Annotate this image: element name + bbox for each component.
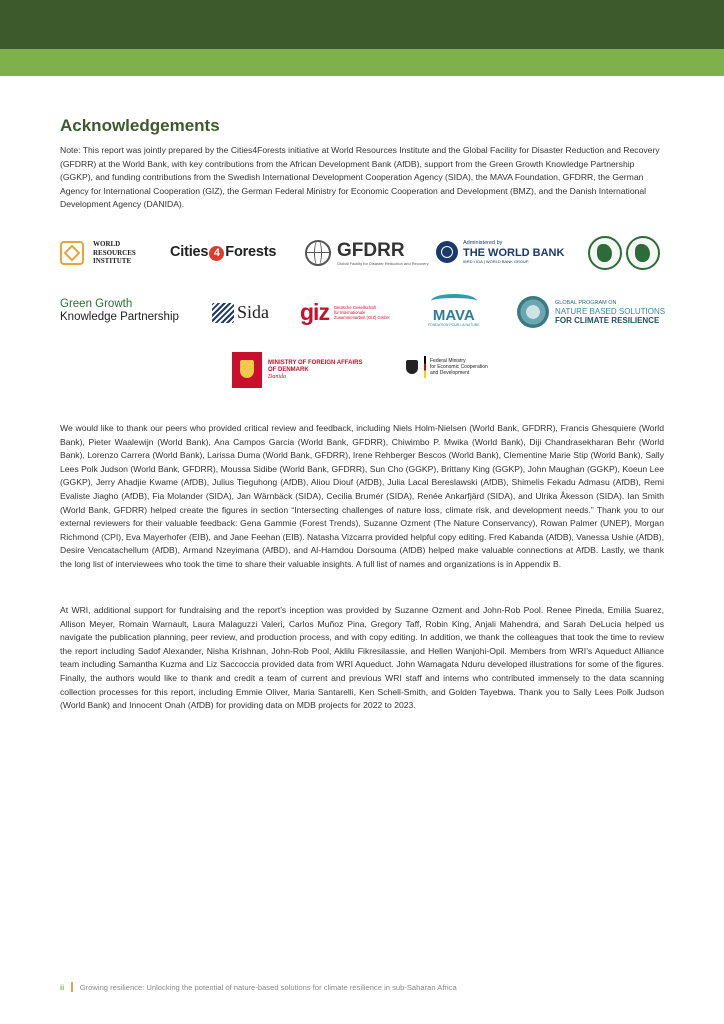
paragraph-peer-review: We would like to thank our peers who provided critical review and feedback, including Niels Holm-Nielsen (World Bank, GFDRR), Francis Ghesquiere (World Bank), Pieter Waalewijn (World Bank), Ana Campos Garcia (World Bank, GFDRR), Chiwimbo P. Mwika (World Bank), Diji Chandrasekharan Behr (World Bank), Lorenzo Carrera (World Bank), Larissa Duma (World Bank, GFDRR), Irene Rehberger Bescos (World Bank), Clementine Marie Stip (World Bank), Sally Lees Polk Judson (World Bank, GFDRR), Moussa Sidibe (World Bank, GFDRR), Sun Cho (GGKP), Brittany King (GGKP), John Maughan (GGKP), Koeun Lee (GGKP), Jerry Ahadjie Kwame (AfDB), Julius Tieguhong (AfDB), Aliou Diouf (AfDB), Julia Lacal Bereslawski (AfDB), Shimelis Fekadu Admasu (AfDB), Remi Evaliste Jiagho (AfDB), Fia Molander (SIDA), Jan Wärnbäck (SIDA), Cecilia Brumér (SIDA), Renée Ankarfjärd (SIDA), and Ulrika Åkesson (SIDA). Ian Smith (World Bank, GFDRR) helped create the figures in section “Intersecting challenges of nature loss, climate risk, and development needs.” Thank you to our external reviewers for their valuable feedback: Gena Gammie (Forest Trends), Suzanne Ozment (The Nature Conservancy), Rowan Palmer (UNEP), Morgan Richmond (CPI), Eva Mayerhofer (EIB), and Jane Feehan (EIB). Natasha Vizcarra provided helpful copy editing. Fred Kabanda (AfDB), Vanessa Ushie (AfDB), Desire Vencatachellum (AfDB), Armand Nzeyimana (AfBD), and Al-Hamdou Dorsouma (AfDB) helped make valuable connections at AfDB. Lastly, we thank the long list of interviewees who took the time to share their valuable insights. A full list of names and organizations is in Appendix B.	[60, 423, 664, 569]
header-band-light	[0, 49, 724, 76]
cities4forests-text-b: Forests	[225, 244, 277, 260]
gfdrr-logo	[305, 240, 429, 266]
giz-subtitle: Deutsche Gesellschaft für Internationale Zusammenarbeit (GIZ) GmbH	[333, 305, 390, 320]
wri-mark-icon	[60, 241, 84, 265]
worldbank-logo	[436, 240, 564, 264]
page-footer	[60, 982, 457, 992]
afdb-seal-icon	[626, 236, 660, 270]
page-number: ii	[60, 982, 65, 992]
acknowledgement-note: Note: This report was jointly prepared by the Cities4Forests initiative at World Resources Institute and the Global Facility for Disaster Reduction and Recovery (GFDRR) at the World Bank, with key contributions from the African Development Bank (AfDB), support from the Green Growth Knowledge Partnership (GGKP), and funding contributions from the Swedish International Development Cooperation Agency (SIDA), the MAVA Foundation, GFDRR, the German Agency for International Cooperation (GIZ), the German Federal Ministry for Economic Cooperation and Development (BMZ), and the Danish International Development Agency (DANIDA).	[60, 145, 660, 210]
giz-name: giz	[300, 299, 329, 325]
afdb-seal-icon	[588, 236, 622, 270]
afdb-logos	[588, 236, 660, 270]
nbs-line1: GLOBAL PROGRAM ON	[555, 299, 617, 306]
denmark-danida-logo	[232, 352, 362, 388]
page-title: Acknowledgements	[60, 116, 220, 135]
worldbank-globe-icon	[436, 241, 458, 263]
bmz-text: Federal Ministry for Economic Cooperation and Development	[430, 358, 488, 376]
sida-name: Sida	[237, 302, 270, 322]
worldbank-name: THE WORLD BANK	[463, 247, 565, 259]
worldbank-admin: Administered by	[463, 240, 503, 246]
bmz-logo	[406, 356, 488, 378]
header-band-dark	[0, 0, 724, 49]
denmark-line1: MINISTRY OF FOREIGN AFFAIRS	[268, 359, 363, 366]
globe-icon	[305, 240, 331, 266]
mava-wave-icon	[431, 294, 477, 308]
ggkp-logo	[60, 298, 179, 323]
wri-logo	[60, 240, 136, 266]
nbs-mark-icon	[517, 296, 549, 328]
mava-name: MAVA	[432, 307, 475, 324]
footer-divider	[71, 982, 73, 992]
sida-logo	[212, 302, 269, 323]
footer-report-title: Growing resilience: Unlocking the potential of nature-based solutions for climate resilience in sub-Saharan Africa	[79, 982, 457, 992]
ggkp-line2: Knowledge Partnership	[60, 310, 179, 323]
nbs-line2: NATURE BASED SOLUTIONS	[555, 306, 666, 316]
ggkp-line1: Green Growth	[60, 298, 133, 310]
denmark-crest-icon	[232, 352, 262, 388]
wri-logo-text: WORLD RESOURCES INSTITUTE	[93, 240, 136, 265]
german-flag-stripes	[424, 356, 426, 378]
worldbank-subtitle: IBRD • IDA | WORLD BANK GROUP	[463, 259, 529, 264]
nbs-program-logo	[517, 296, 665, 328]
gfdrr-name: GFDRR	[337, 239, 405, 261]
cities4forests-four: 4	[209, 246, 224, 261]
cities4forests-logo	[170, 244, 276, 261]
sida-mark-icon	[212, 303, 234, 323]
cities4forests-text-a: Cities	[170, 244, 209, 260]
mava-logo	[428, 294, 480, 327]
gfdrr-subtitle: Global Facility for Disaster Reduction and Recovery	[337, 260, 429, 266]
denmark-line3: Danida	[268, 373, 286, 380]
mava-subtitle: FONDATION POUR LA NATURE	[428, 323, 480, 327]
denmark-line2: OF DENMARK	[268, 366, 309, 373]
eagle-icon	[406, 360, 418, 374]
nbs-line3: FOR CLIMATE RESILIENCE	[555, 315, 660, 325]
paragraph-wri-support: At WRI, additional support for fundraising and the report’s inception was provided by Suzanne Ozment and John-Rob Pool. Renee Pineda, Emilia Suarez, Allison Meyer, Romain Warnault, Laura Malaguzzi Valeri, Carlos Muñoz Pina, Gregory Taff, Robin King, Anjali Mahendra, and Sarah DeLucia helped us navigate the publication planning, peer review, and production process, and with copy editing. In addition, we thank the colleagues that took the time to review the report including Sadof Alexander, Nisha Krishnan, John-Rob Pool, Aklilu Fikresilassie, and Hellen Wanjohi-Opil. Members from WRI’s Aqueduct Alliance team including Samantha Kuzma and Liz Saccoccia provided data from WRI Aqueduct. John Wamagata Nduru developed illustrations for some of the figures. Finally, the authors would like to thank and credit a team of current and previous WRI staff and interns who contributed immensely to the data scanning collection processes for this report, including Emmie Oliver, Maria Santarelli, Ken Schell-Smith, and Golden Tayebwa. Thank you to Sally Lees Polk Judson (World Bank) and Innocent Onah (AfDB) for providing data on MDB projects for 2022 to 2023.	[60, 605, 664, 711]
giz-logo	[300, 299, 390, 326]
